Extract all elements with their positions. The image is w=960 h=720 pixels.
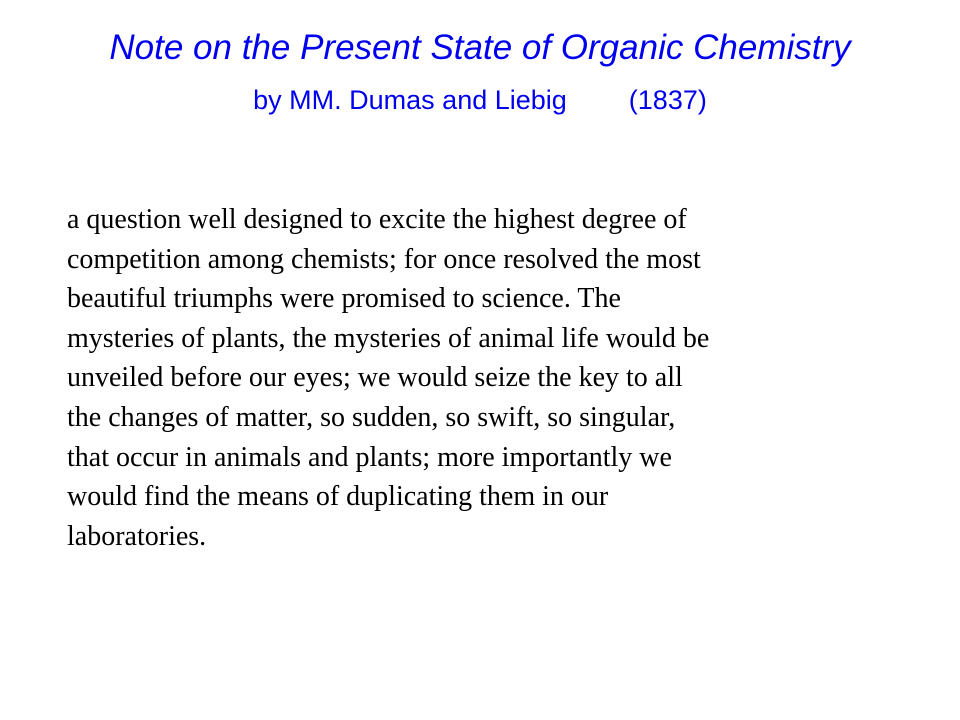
quote-line: a question well designed to excite the highest degree of bbox=[67, 204, 687, 235]
slide-title: Note on the Present State of Organic Chemistry bbox=[109, 28, 851, 67]
quote-line: mysteries of plants, the mysteries of animal life would be bbox=[67, 322, 710, 354]
quote-line: would find the means of duplicating them in our bbox=[67, 481, 609, 513]
subtitle-year: (1837) bbox=[628, 85, 707, 115]
quote-line: beautiful triumphs were promised to science. The bbox=[67, 283, 621, 315]
quote-line: that occur in animals and plants; more importantly we bbox=[67, 441, 672, 473]
quote-line: unveiled before our eyes; we would seize the key to all bbox=[67, 362, 683, 394]
quote-body bbox=[67, 200, 917, 556]
subtitle-authors: by MM. Dumas and Liebig bbox=[253, 85, 567, 115]
slide-subtitle bbox=[0, 80, 960, 120]
quote-line: the changes of matter, so sudden, so swift, so singular, bbox=[67, 401, 676, 433]
quote-line: laboratories. bbox=[67, 520, 207, 552]
quote-line: competition among chemists; for once resolved the most bbox=[67, 243, 701, 275]
